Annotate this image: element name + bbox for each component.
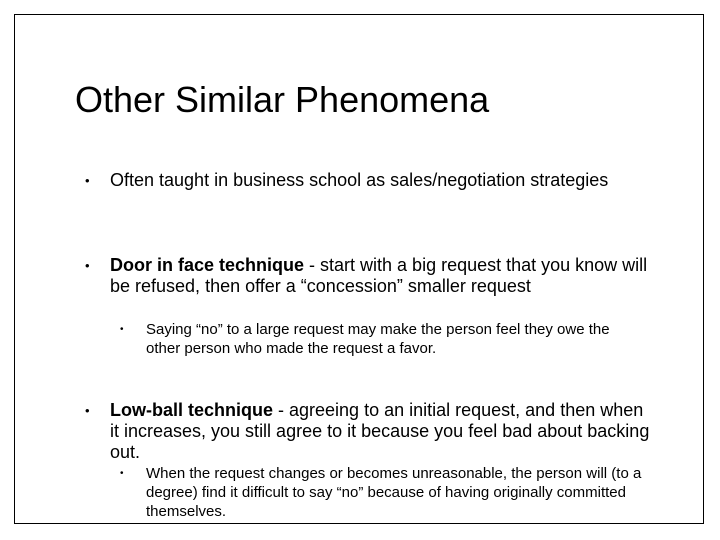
sub-bullet-icon: • — [120, 468, 124, 479]
bullet-text: - agreeing to an initial request, and then when it increases, you still agree to it because you feel bad about backing out. — [110, 400, 650, 462]
bullet-item — [85, 255, 650, 297]
bullet-item — [85, 400, 650, 463]
bullet-icon: • — [85, 403, 90, 418]
bullet-icon: • — [85, 173, 90, 188]
bullet-icon: • — [85, 258, 90, 273]
bullet-text: Often taught in business school as sales/negotiation strategies — [110, 170, 609, 190]
sub-bullet-text: Saying “no” to a large request may make the person feel they owe the other person who made the request a favor. — [146, 321, 610, 357]
sub-bullet-item — [120, 464, 646, 521]
bullet-text: - start with a big request that you know will be refused, then offer a “concession” smaller request — [110, 255, 648, 296]
bullet-term: Low-ball technique — [110, 400, 274, 420]
bullet-item — [85, 170, 650, 191]
sub-bullet-item — [120, 320, 646, 358]
sub-bullet-icon: • — [120, 324, 124, 335]
bullet-term: Door in face technique — [110, 255, 305, 275]
slide-title: Other Similar Phenomena — [75, 79, 490, 120]
sub-bullet-text: When the request changes or becomes unreasonable, the person will (to a degree) find it difficult to say “no” because of having originally committed themselves. — [146, 465, 642, 520]
